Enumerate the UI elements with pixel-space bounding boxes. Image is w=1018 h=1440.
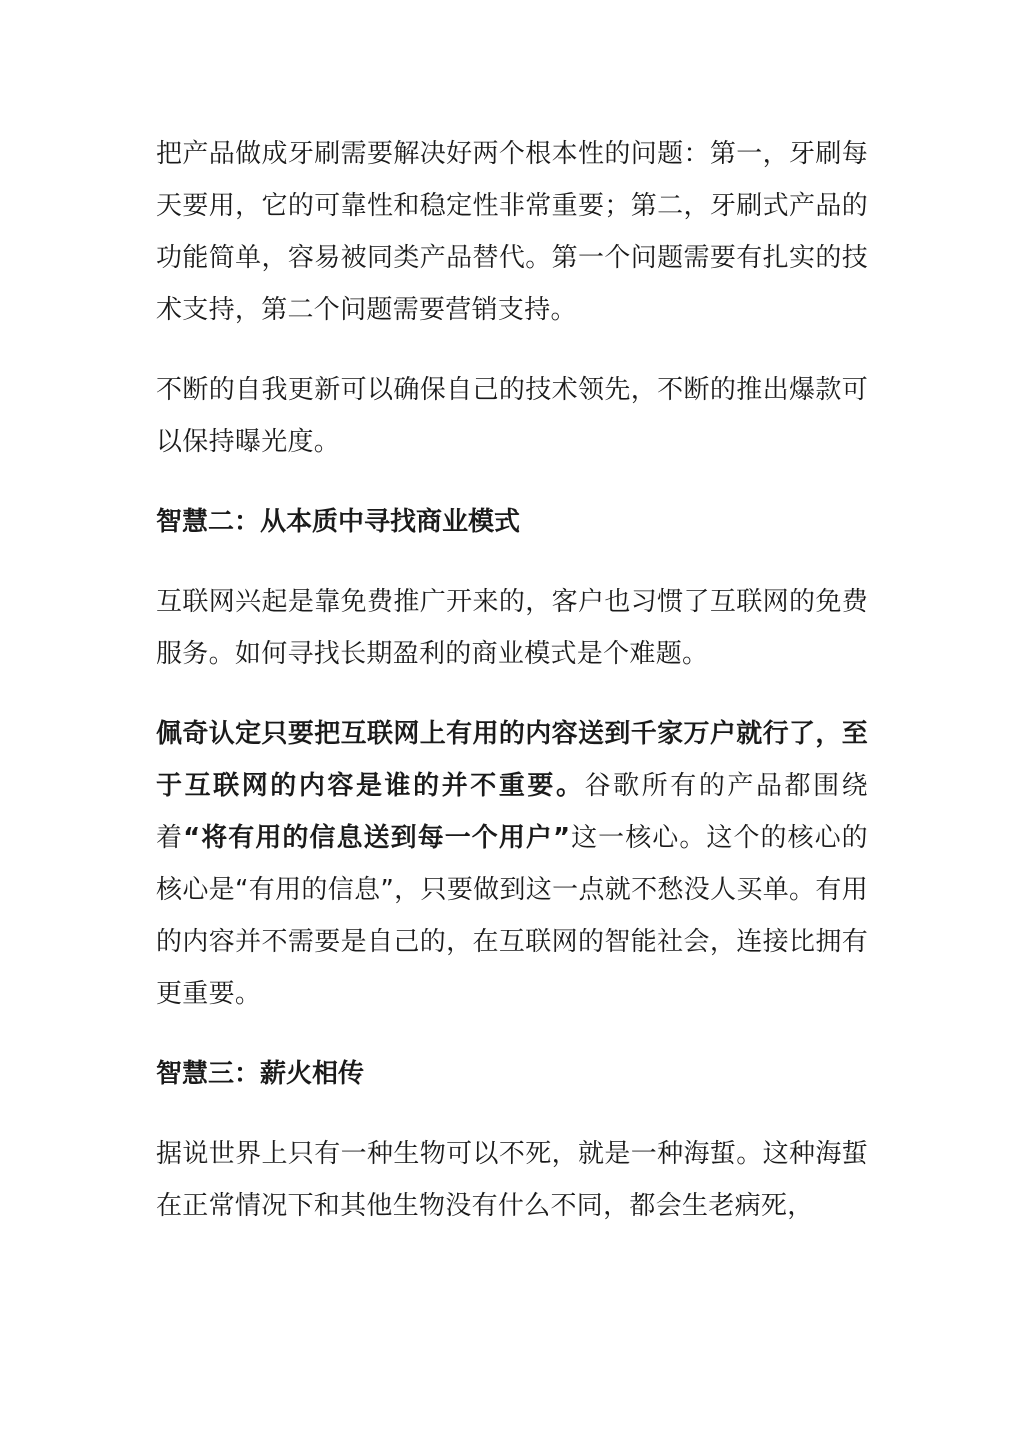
paragraph-toothbrush: 把产品做成牙刷需要解决好两个根本性的问题：第一，牙刷每天要用，它的可靠性和稳定性非常重要；第二，牙刷式产品的功能简单，容易被同类产品替代。第一个问题需要有扎实的技术支持，第二个问题需要营销支持。 xyxy=(156,139,868,325)
document-page xyxy=(156,128,868,1232)
paragraph-free-internet: 互联网兴起是靠免费推广开来的，客户也习惯了互联网的免费服务。如何寻找长期盈利的商业模式是个难题。 xyxy=(156,587,868,669)
paragraph-self-update: 不断的自我更新可以确保自己的技术领先，不断的推出爆款可以保持曝光度。 xyxy=(156,375,868,457)
plain-text: 谷歌所有的产品都围绕着 xyxy=(156,771,868,853)
heading-wisdom-three: 智慧三：薪火相传 xyxy=(156,1059,365,1089)
bold-statement: 佩奇认定只要把互联网上有用的内容送到千家万户就行了，至于互联网的内容是谁的并不重要。 xyxy=(156,719,868,801)
bold-quote: “将有用的信息送到每一个用户” xyxy=(183,823,571,853)
paragraph-page-belief xyxy=(156,708,868,1020)
heading-wisdom-two: 智慧二：从本质中寻找商业模式 xyxy=(156,507,521,537)
plain-text: 这一核心。这个的核心的核心是“有用的信息”，只要做到这一点就不愁没人买单。有用的内容并不需要是自己的，在互联网的智能社会，连接比拥有更重要。 xyxy=(156,823,868,1009)
paragraph-jellyfish: 据说世界上只有一种生物可以不死，就是一种海蜇。这种海蜇在正常情况下和其他生物没有什么不同，都会生老病死， xyxy=(156,1139,868,1221)
